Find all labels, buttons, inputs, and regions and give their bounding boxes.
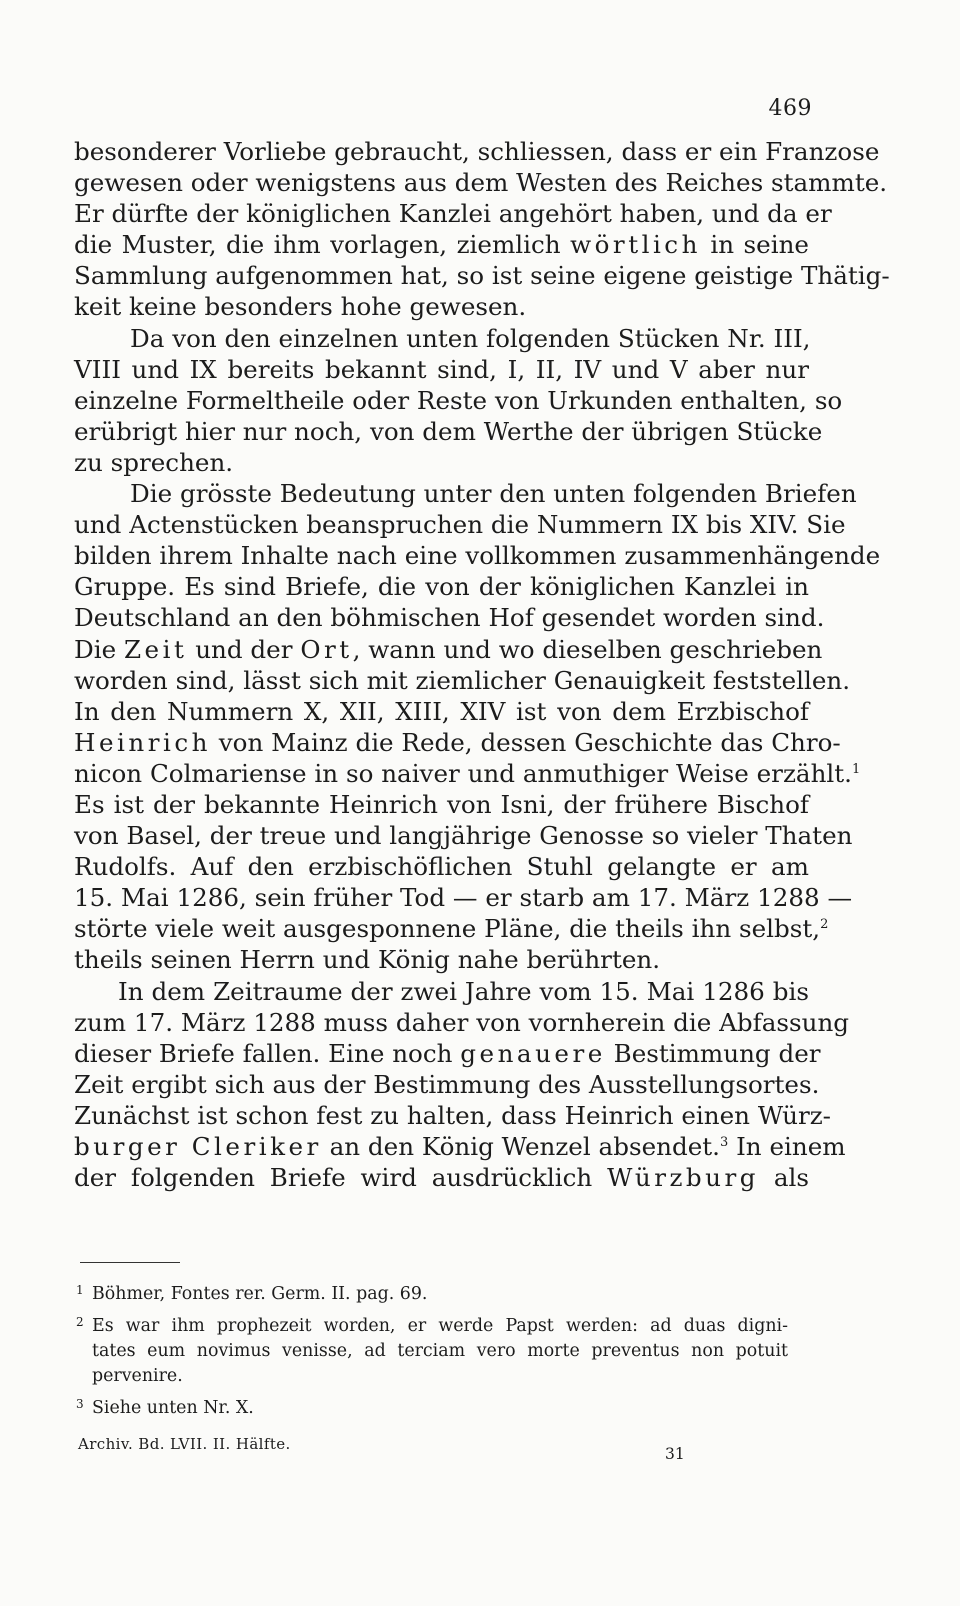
footnote-rule	[80, 1262, 180, 1263]
text-line: erübrigt hier nur noch, von dem Werthe der übrigen Stücke	[74, 416, 823, 446]
text-line: Deutschland an den böhmischen Hof gesendet worden sind.	[74, 603, 825, 633]
sheet-number: 31	[665, 1445, 685, 1463]
text-line: von Basel, der treue und langjährige Genosse so vieler Thaten	[74, 821, 853, 851]
footnote-ref: 3	[719, 1134, 729, 1150]
footnote	[76, 1396, 788, 1421]
footnotes	[76, 1282, 788, 1428]
footnote-line: tates eum novimus venisse, ad terciam vero morte preventus non potuit	[92, 1341, 788, 1361]
text-line: In den Nummern X, XII, XIII, XIV ist von dem Erzbischof	[74, 696, 809, 726]
text-line: burger Cleriker an den König Wenzel absendet.$^3$ In einem	[74, 1132, 846, 1161]
text-line: der folgenden Briefe wird ausdrücklich Würzburg als	[74, 1163, 809, 1193]
text-line: Rudolfs. Auf den erzbischöflichen Stuhl gelangte er am	[74, 852, 809, 882]
text-line: die Muster, die ihm vorlagen, ziemlich wörtlich in seine	[74, 230, 809, 260]
spaced-word: Würzburg	[607, 1163, 759, 1193]
footnote-line: Böhmer, Fontes rer. Germ. II. pag. 69.	[92, 1284, 428, 1304]
text-line: Die grösste Bedeutung unter den unten folgenden Briefen	[130, 479, 857, 509]
text-line: worden sind, lässt sich mit ziemlicher Genauigkeit feststellen.	[74, 665, 851, 695]
spaced-word: Heinrich	[74, 727, 211, 757]
text-line: Sammlung aufgenommen hat, so ist seine eigene geistige Thätig-	[74, 261, 890, 291]
footnote-mark: 2	[76, 1315, 84, 1329]
text-line: 15. Mai 1286, sein früher Tod — er starb am 17. März 1288 —	[74, 883, 853, 913]
text-line: bilden ihrem Inhalte nach eine vollkommen zusammenhängende	[74, 541, 881, 571]
footnote-mark: 3	[76, 1397, 84, 1411]
text-line: keit keine besonders hohe gewesen.	[74, 292, 527, 322]
text-line: störte viele weit ausgesponnene Pläne, die theils ihn selbst,$^2$	[74, 914, 829, 944]
text-line: theils seinen Herrn und König nahe berührten.	[74, 945, 661, 975]
body-text	[74, 136, 890, 1193]
spaced-word: burger Cleriker	[74, 1132, 322, 1161]
text-line: Zeit ergibt sich aus der Bestimmung des Ausstellungsortes.	[74, 1069, 820, 1099]
text-line: zu sprechen.	[74, 447, 234, 477]
footnote-line: Es war ihm prophezeit worden, er werde Papst werden: ad duas digni-	[92, 1316, 788, 1336]
text-line: einzelne Formeltheile oder Reste von Urkunden enthalten, so	[74, 385, 843, 415]
text-line: besonderer Vorliebe gebraucht, schliessen, dass er ein Franzose	[74, 137, 880, 166]
text-line: Die Zeit und der Ort, wann und wo dieselben geschrieben	[74, 634, 823, 664]
text-line: nicon Colmariense in so naiver und anmuthiger Weise erzählt.$^1$	[74, 758, 861, 788]
footnote-line: pervenire.	[92, 1366, 183, 1386]
text-line: und Actenstücken beanspruchen die Nummern IX bis XIV. Sie	[74, 510, 846, 540]
text-line: dieser Briefe fallen. Eine noch genauere Bestimmung der	[74, 1038, 821, 1068]
text-line: VIII und IX bereits bekannt sind, I, II, IV und V aber nur	[74, 354, 809, 384]
text-line: Heinrich von Mainz die Rede, dessen Geschichte das Chro-	[74, 727, 841, 757]
footnote	[76, 1314, 788, 1389]
text-line: Es ist der bekannte Heinrich von Isni, der frühere Bischof	[74, 789, 809, 819]
text-line: gewesen oder wenigstens aus dem Westen des Reiches stammte.	[74, 168, 888, 198]
footnote-line: Siehe unten Nr. X.	[92, 1398, 254, 1418]
footnote-mark: 1	[76, 1283, 84, 1297]
text-line: Gruppe. Es sind Briefe, die von der königlichen Kanzlei in	[74, 572, 809, 602]
text-line: Zunächst ist schon fest zu halten, dass Heinrich einen Würz-	[74, 1100, 831, 1130]
text-line: zum 17. März 1288 muss daher von vornherein die Abfassung	[74, 1007, 850, 1037]
page-number: 469	[768, 96, 812, 121]
signature-mark: Archiv. Bd. LVII. II. Hälfte.	[78, 1435, 291, 1453]
footnote-ref: 1	[851, 761, 861, 777]
spaced-word: genauere	[460, 1038, 606, 1068]
spaced-word: Ort	[300, 634, 353, 664]
spaced-word: wörtlich	[570, 230, 701, 260]
text-line: Er dürfte der königlichen Kanzlei angehört haben, und da er	[74, 199, 832, 229]
spaced-word: Zeit	[123, 634, 188, 664]
footnote	[76, 1282, 788, 1307]
text-line: In dem Zeitraume der zwei Jahre vom 15. Mai 1286 bis	[118, 976, 809, 1006]
footnote-ref: 2	[820, 917, 829, 933]
text-line: Da von den einzelnen unten folgenden Stücken Nr. III,	[130, 323, 811, 353]
